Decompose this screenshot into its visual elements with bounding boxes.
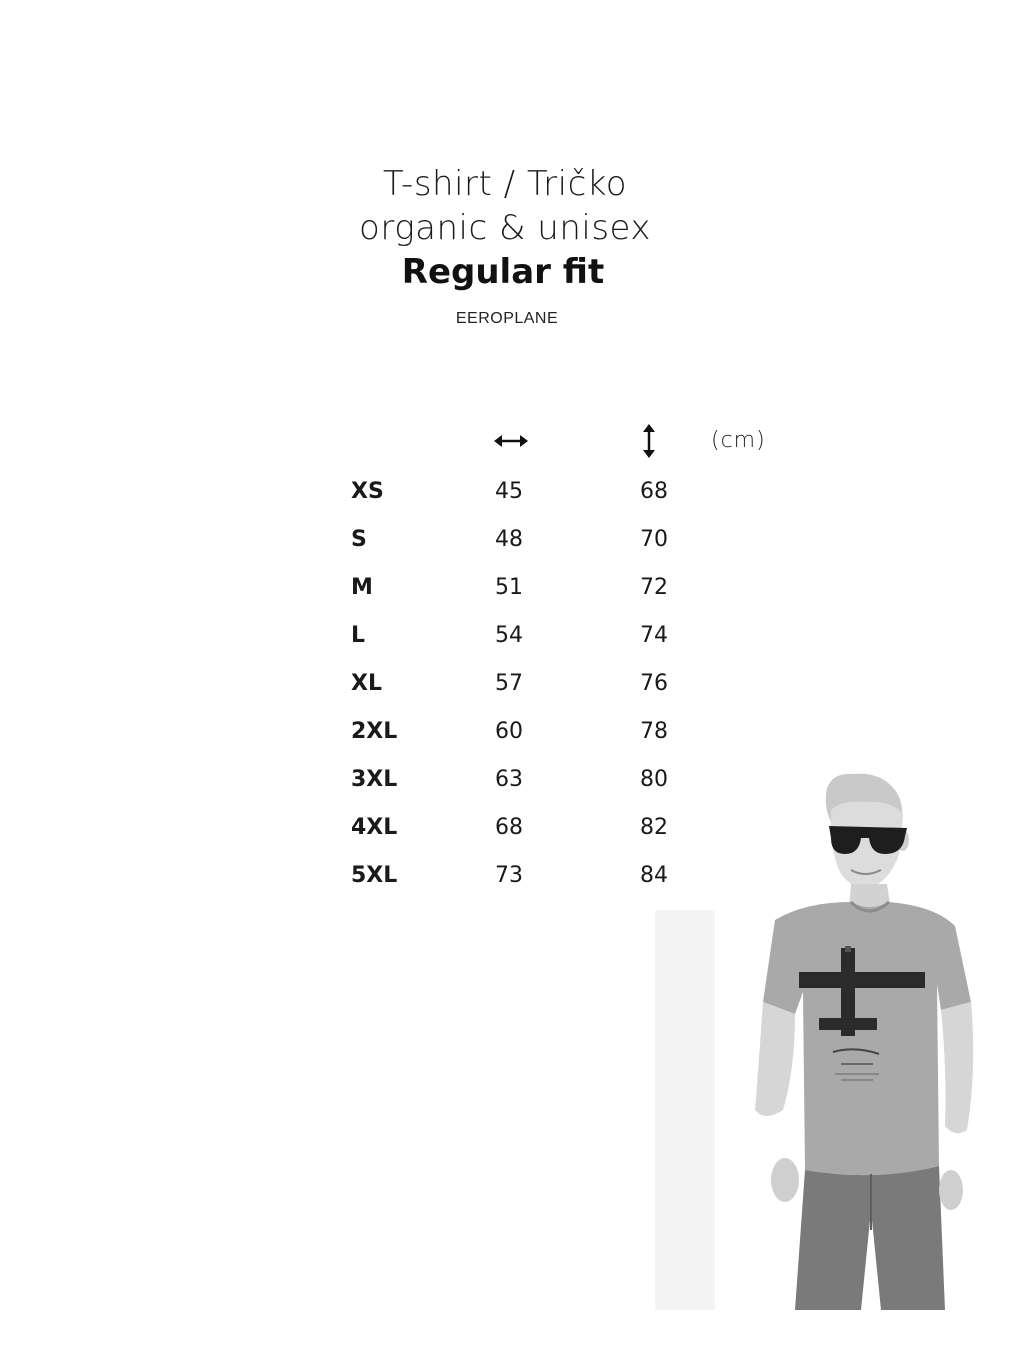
- table-row: [0, 708, 1024, 756]
- length-value: 72: [640, 575, 668, 600]
- size-label: S: [351, 527, 367, 552]
- length-value: 84: [640, 863, 668, 888]
- width-value: 54: [495, 623, 523, 648]
- width-value: 51: [495, 575, 523, 600]
- unit-label: (cm): [711, 428, 766, 453]
- size-label: 4XL: [351, 815, 398, 840]
- width-value: 48: [495, 527, 523, 552]
- length-value: 82: [640, 815, 668, 840]
- size-label: 5XL: [351, 863, 398, 888]
- width-value: 60: [495, 719, 523, 744]
- length-value: 70: [640, 527, 668, 552]
- table-header: [0, 424, 1024, 464]
- width-value: 63: [495, 767, 523, 792]
- product-subtitle: organic & unisex: [359, 208, 651, 248]
- table-row: [0, 564, 1024, 612]
- width-value: 57: [495, 671, 523, 696]
- table-row: [0, 468, 1024, 516]
- size-label: XL: [351, 671, 382, 696]
- size-label: 3XL: [351, 767, 398, 792]
- vertical-arrow-icon: [640, 424, 658, 458]
- length-value: 76: [640, 671, 668, 696]
- model-photo: [655, 770, 975, 1310]
- size-label: 2XL: [351, 719, 398, 744]
- table-row: [0, 516, 1024, 564]
- length-value: 68: [640, 479, 668, 504]
- product-title: T-shirt / Tričko: [382, 164, 628, 204]
- title-block: [0, 162, 1010, 250]
- length-value: 80: [640, 767, 668, 792]
- table-row: [0, 660, 1024, 708]
- width-value: 68: [495, 815, 523, 840]
- fit-label: Regular fit: [401, 252, 605, 292]
- length-value: 78: [640, 719, 668, 744]
- size-label: XS: [351, 479, 384, 504]
- size-label: M: [351, 575, 373, 600]
- horizontal-arrow-icon: [494, 432, 528, 450]
- table-row: [0, 612, 1024, 660]
- width-value: 73: [495, 863, 523, 888]
- brand-name: EEROPLANE: [455, 310, 559, 327]
- size-label: L: [351, 623, 366, 648]
- width-value: 45: [495, 479, 523, 504]
- length-value: 74: [640, 623, 668, 648]
